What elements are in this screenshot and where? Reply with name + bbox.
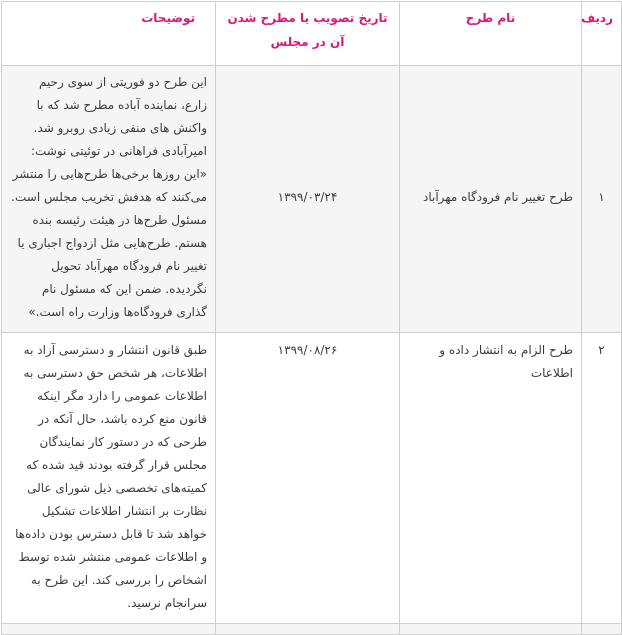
header-approval-date: تاریخ تصویب یا مطرح شدن آن در مجلس xyxy=(216,2,400,66)
plan-title: طرح الزام به انتشار داده و اطلاعات xyxy=(400,333,582,624)
plan-title: طرح تغییر نام فرودگاه مهرآباد xyxy=(400,66,582,333)
header-plan-title: نام طرح xyxy=(400,2,582,66)
empty-cell xyxy=(216,624,400,635)
header-row xyxy=(2,2,622,66)
empty-cell xyxy=(2,624,216,635)
table-row xyxy=(2,333,622,624)
approval-date: ۱۳۹۹/۰۳/۲۴ xyxy=(216,66,400,333)
row-number: ۱ xyxy=(582,66,622,333)
table-row xyxy=(2,66,622,333)
header-row-number: ردیف xyxy=(582,2,622,66)
plans-table xyxy=(1,1,622,635)
approval-date: ۱۳۹۹/۰۸/۲۶ xyxy=(216,333,400,624)
empty-cell xyxy=(582,624,622,635)
plan-description: طبق قانون انتشار و دسترسی آزاد به اطلاعات، هر شخص حق دسترسی به اطلاعات عمومی را دارد مگر اینکه قانون منع کرده باشد، حال آنکه در طرحی که در دستور کار نمایندگان مجلس قرار گرفته بودند قید شده که کمیته‌های تخصصی ذیل شورای عالی نظارت بر انتشار اطلاعات تشکیل خواهد شد تا قابل دسترس بودن داده‌ها و اطلاعات عمومی منتشر شده توسط اشخاص را بررسی کند. این طرح به سرانجام نرسید. xyxy=(2,333,216,624)
empty-cell xyxy=(400,624,582,635)
row-number: ۲ xyxy=(582,333,622,624)
header-description: توضیحات xyxy=(2,2,216,66)
table-row-empty xyxy=(2,624,622,635)
plan-description: این طرح دو فوریتی از سوی رحیم زارع، نماینده آباده مطرح شد که با واکنش های منفی زیادی روبرو شد. امیرآبادی فراهانی در توئیتی نوشت: «این روزها برخی‌ها طرح‌هایی را منتشر می‌کنند که هدفش تخریب مجلس است. مسئول طرح‌ها در هیئت رئیسه بنده هستم. طرح‌هایی مثل ازدواج اجباری یا تغییر نام فرودگاه مهرآباد تحویل نگردیده. ضمن این که مسئول نام گذاری فرودگاه‌ها وزارت راه است.» xyxy=(2,66,216,333)
